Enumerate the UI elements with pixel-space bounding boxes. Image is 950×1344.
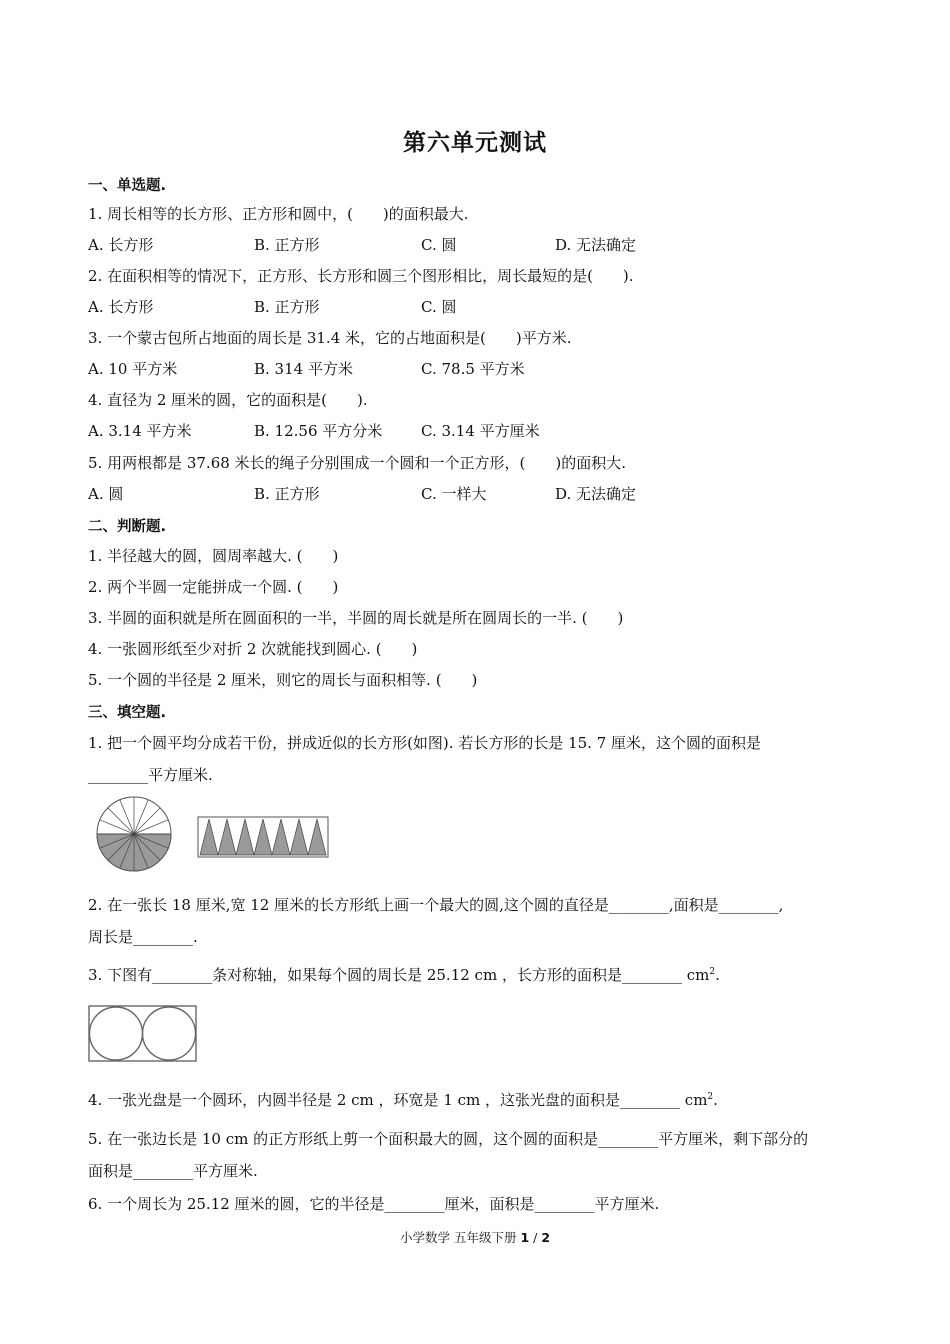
- mc-question-5: 5. 用两根都是 37.68 米长的绳子分别围成一个圆和一个正方形，( )的面积大.: [88, 454, 627, 472]
- option-c: C. 78.5 平方米: [421, 360, 525, 378]
- fill-question-1: 1. 把一个圆平均分成若干份，拼成近似的长方形(如图). 若长方形的长是 15. 7 厘米，这个圆的面积是: [88, 734, 762, 752]
- tf-question-5: 5. 一个圆的半径是 2 厘米，则它的周长与面积相等. ( ): [88, 671, 478, 689]
- fill-question-5-cont: 面积是________平方厘米.: [88, 1162, 258, 1180]
- mc-question-2: 2. 在面积相等的情况下，正方形、长方形和圆三个图形相比，周长最短的是( ).: [88, 267, 634, 285]
- fill-question-6: 6. 一个周长为 25.12 厘米的圆，它的半径是________厘米，面积是________平方厘米.: [88, 1195, 660, 1213]
- superscript: 2: [707, 1092, 714, 1102]
- option-a: A. 圆: [88, 485, 124, 503]
- page-total: 2: [541, 1230, 551, 1245]
- mc-question-1: 1. 周长相等的长方形、正方形和圆中，( )的面积最大.: [88, 205, 469, 223]
- superscript: 2: [709, 967, 716, 977]
- tf-question-2: 2. 两个半圆一定能拼成一个圆. ( ): [88, 578, 339, 596]
- option-a: A. 10 平方米: [88, 360, 178, 378]
- tf-question-4: 4. 一张圆形纸至少对折 2 次就能找到圆心. ( ): [88, 640, 418, 658]
- option-c: C. 3.14 平方厘米: [421, 422, 540, 440]
- two-circles-in-rectangle-figure: [87, 1004, 199, 1064]
- footer-text: 小学数学 五年级下册: [399, 1230, 521, 1245]
- section-heading-fill-blank: 三、填空题.: [88, 705, 167, 721]
- fill-question-5: 5. 在一张边长是 10 cm 的正方形纸上剪一个面积最大的圆，这个圆的面积是________平方厘米，剩下部分的: [88, 1130, 809, 1148]
- option-a: A. 长方形: [88, 236, 154, 254]
- section-heading-single-choice: 一、单选题.: [88, 178, 167, 194]
- option-b: B. 314 平方米: [254, 360, 353, 378]
- rearranged-rectangle: [198, 817, 328, 857]
- page-footer: [0, 1228, 950, 1246]
- option-c: C. 圆: [421, 236, 457, 254]
- option-a: A. 长方形: [88, 298, 154, 316]
- fill-question-2-cont: 周长是________.: [88, 928, 198, 946]
- mc-options-1: [88, 234, 868, 254]
- page-title: 第六单元测试: [403, 130, 547, 156]
- section-heading-true-false: 二、判断题.: [88, 519, 167, 535]
- option-b: B. 正方形: [254, 298, 320, 316]
- period: .: [713, 1091, 718, 1109]
- mc-options-4: [88, 420, 868, 440]
- page-number: 1: [520, 1230, 530, 1245]
- option-b: B. 正方形: [254, 485, 320, 503]
- option-c: C. 圆: [421, 298, 457, 316]
- option-d: D. 无法确定: [555, 236, 637, 254]
- fill-question-3: [88, 964, 720, 985]
- fill-question-3-text: 3. 下图有________条对称轴，如果每个圆的周长是 25.12 cm ，长方形的面积是________ cm: [88, 966, 710, 984]
- option-a: A. 3.14 平方米: [88, 422, 192, 440]
- mc-options-3: [88, 358, 868, 378]
- option-b: B. 12.56 平方分米: [254, 422, 383, 440]
- option-b: B. 正方形: [254, 236, 320, 254]
- option-c: C. 一样大: [421, 485, 487, 503]
- option-d: D. 无法确定: [555, 485, 637, 503]
- circle-to-rectangle-figure: [92, 795, 332, 873]
- divided-circle: [97, 797, 171, 871]
- tf-question-1: 1. 半径越大的圆，圆周率越大. ( ): [88, 547, 339, 565]
- fill-question-4-text: 4. 一张光盘是一个圆环，内圆半径是 2 cm ，环宽是 1 cm ，这张光盘的面积是________ cm: [88, 1091, 708, 1109]
- mc-options-5: [88, 483, 868, 503]
- period: .: [715, 966, 720, 984]
- page-separator: /: [529, 1230, 542, 1245]
- mc-options-2: [88, 296, 868, 316]
- fill-question-4: [88, 1089, 718, 1110]
- fill-question-1-cont: ________平方厘米.: [88, 766, 213, 784]
- mc-question-4: 4. 直径为 2 厘米的圆，它的面积是( ).: [88, 391, 368, 409]
- fill-question-2: 2. 在一张长 18 厘米,宽 12 厘米的长方形纸上画一个最大的圆,这个圆的直径是________,面积是________,: [88, 896, 784, 914]
- mc-question-3: 3. 一个蒙古包所占地面的周长是 31.4 米，它的占地面积是( )平方米.: [88, 329, 572, 347]
- tf-question-3: 3. 半圆的面积就是所在圆面积的一半，半圆的周长就是所在圆周长的一半. ( ): [88, 609, 624, 627]
